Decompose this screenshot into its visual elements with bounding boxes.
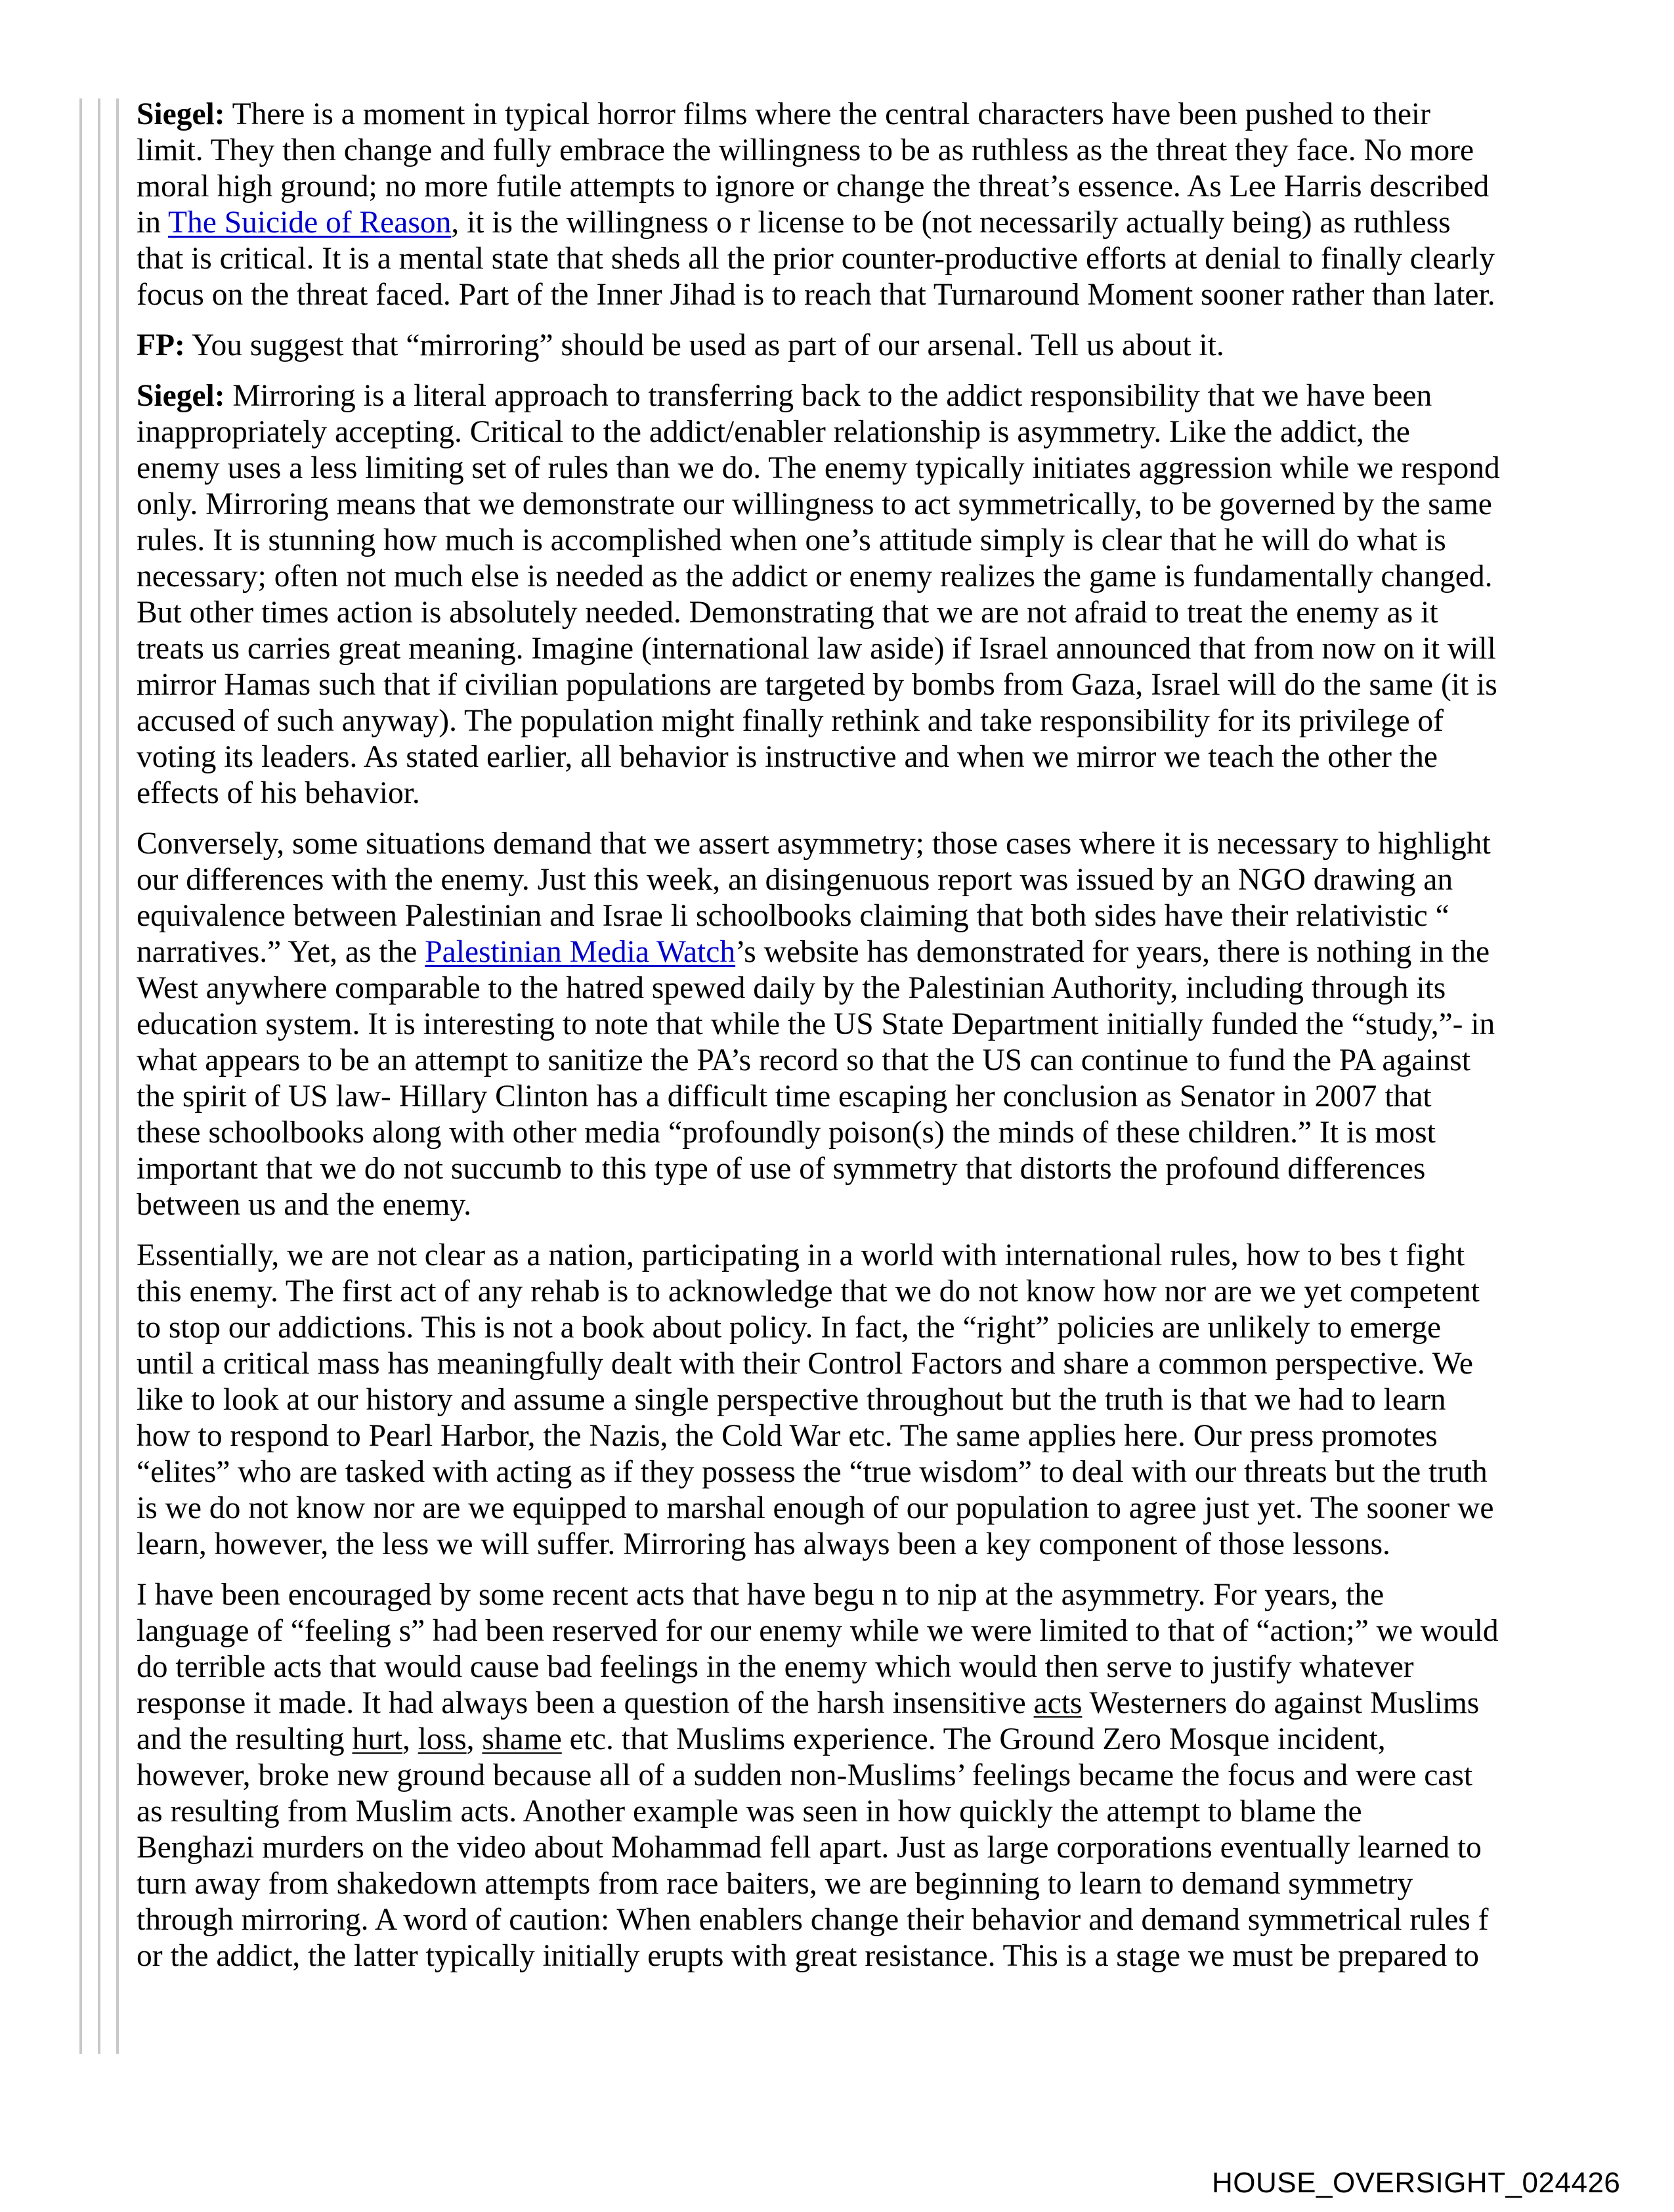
text-line: West anywhere comparable to the hatred spewed daily by the Palestinian Authority, including through its (137, 971, 1446, 1005)
text-line: how to respond to Pearl Harbor, the Nazis, the Cold War etc. The same applies here. Our press promotes (137, 1419, 1438, 1453)
text-line: through mirroring. A word of caution: When enablers change their behavior and demand symmetrical rules f (137, 1903, 1489, 1937)
margin-bar-1 (79, 98, 82, 2054)
underlined-word-shame: shame (482, 1722, 562, 1756)
text-line: But other times action is absolutely needed. Demonstrating that we are not afraid to treat the enemy as it (137, 596, 1438, 630)
text-span: response it made. It had always been a question of the harsh insensitive (137, 1686, 1034, 1720)
margin-bar-2 (98, 98, 100, 2054)
text-line: treats us carries great meaning. Imagine (international law aside) if Israel announced that from now on it will (137, 632, 1496, 666)
paragraph-fp-question (137, 328, 1581, 364)
text-span: Westerners do against Muslims (1082, 1686, 1480, 1720)
link-suicide-of-reason[interactable]: The Suicide of Reason (167, 206, 452, 240)
paragraph-essentially (137, 1238, 1581, 1563)
bates-number: HOUSE_OVERSIGHT_024426 (1212, 2167, 1621, 2199)
speaker-label: FP: (137, 328, 185, 362)
text-line: this enemy. The first act of any rehab is to acknowledge that we do not know how nor are we yet competent (137, 1274, 1480, 1309)
text-line: only. Mirroring means that we demonstrate our willingness to act symmetrically, to be governed by the same (137, 487, 1492, 521)
text-line: inappropriately accepting. Critical to the addict/enabler relationship is asymmetry. Like the addict, the (137, 415, 1410, 449)
text-line (137, 934, 1581, 970)
margin-bar-3 (116, 98, 119, 2054)
text-span: and the resulting (137, 1722, 353, 1756)
text-line: like to look at our history and assume a single perspective throughout but the truth is that we had to learn (137, 1383, 1446, 1417)
text-line (137, 1685, 1581, 1722)
text-line: voting its leaders. As stated earlier, all behavior is instructive and when we mirror we teach the other the (137, 740, 1438, 774)
text-line (137, 1722, 1581, 1758)
text-line: important that we do not succumb to this type of use of symmetry that distorts the profound differences (137, 1152, 1426, 1186)
text-line: “elites” who are tasked with acting as if they possess the “true wisdom” to deal with our threats but the truth (137, 1455, 1488, 1489)
underlined-word-hurt: hurt (352, 1722, 402, 1756)
text-line: the spirit of US law- Hillary Clinton has a difficult time escaping her conclusion as Senator in 2007 that (137, 1079, 1432, 1114)
paragraph-siegel-turnaround (137, 97, 1581, 313)
text-line: enemy uses a less limiting set of rules than we do. The enemy typically initiates aggression while we respond (137, 451, 1500, 485)
text-span: ’s website has demonstrated for years, there is nothing in the (735, 935, 1490, 969)
underlined-word-acts: acts (1033, 1686, 1083, 1720)
text-line: that is critical. It is a mental state that sheds all the prior counter-productive efforts at denial to finally clearly (137, 242, 1495, 276)
underlined-word-loss: loss (418, 1722, 467, 1756)
text-line: necessary; often not much else is needed as the addict or enemy realizes the game is fundamentally changed. (137, 559, 1493, 594)
text-line: what appears to be an attempt to sanitize the PA’s record so that the US can continue to fund the PA against (137, 1043, 1470, 1077)
text-line: rules. It is stunning how much is accomplished when one’s attitude simply is clear that he will do what is (137, 523, 1446, 557)
text-line: is we do not know nor are we equipped to marshal enough of our population to agree just yet. The sooner we (137, 1491, 1494, 1525)
text-line: between us and the enemy. (137, 1188, 471, 1222)
text-line: accused of such anyway). The population might finally rethink and take responsibility for its privilege of (137, 704, 1444, 738)
text-line: however, broke new ground because all of a sudden non-Muslims’ feelings became the focus and were cast (137, 1758, 1473, 1792)
text-line (137, 97, 1581, 133)
text-line: until a critical mass has meaningfully dealt with their Control Factors and share a common perspective. We (137, 1347, 1473, 1381)
link-palestinian-media-watch[interactable]: Palestinian Media Watch (425, 935, 736, 969)
document-body (137, 97, 1581, 1989)
text-line: learn, however, the less we will suffer. Mirroring has always been a key component of those lessons. (137, 1527, 1390, 1561)
paragraph-siegel-mirroring (137, 378, 1581, 812)
text-span: , (402, 1722, 418, 1756)
text-span: narratives.” Yet, as the (137, 935, 425, 969)
text-line: language of “feeling s” had been reserved for our enemy while we were limited to that of “action;” we would (137, 1614, 1499, 1648)
text-line: education system. It is interesting to note that while the US State Department initially funded the “study,”- in (137, 1007, 1495, 1041)
text-line: equivalence between Palestinian and Israe li schoolbooks claiming that both sides have their relativistic “ (137, 899, 1449, 933)
speaker-label: Siegel: (137, 97, 225, 131)
text-line (137, 378, 1581, 414)
text-line: mirror Hamas such that if civilian populations are targeted by bombs from Gaza, Israel will do the same (it is (137, 668, 1497, 702)
speaker-label: Siegel: (137, 379, 225, 413)
text-span: Mirroring is a literal approach to transferring back to the addict responsibility that we have been (225, 379, 1432, 413)
text-line: limit. They then change and fully embrace the willingness to be as ruthless as the threat they face. No more (137, 133, 1474, 167)
text-line (137, 205, 1581, 241)
text-line (137, 328, 1581, 364)
text-line: do terrible acts that would cause bad feelings in the enemy which would then serve to justify whatever (137, 1650, 1414, 1684)
text-line: turn away from shakedown attempts from race baiters, we are beginning to learn to demand symmetry (137, 1867, 1413, 1901)
text-span: , (466, 1722, 483, 1756)
text-line: these schoolbooks along with other media “profoundly poison(s) the minds of these children.” It is most (137, 1116, 1436, 1150)
text-line: focus on the threat faced. Part of the Inner Jihad is to reach that Turnaround Moment sooner rather than later. (137, 278, 1495, 312)
text-span: You suggest that “mirroring” should be used as part of our arsenal. Tell us about it. (184, 328, 1224, 362)
paragraph-conversely (137, 826, 1581, 1223)
text-span: , it is the willingness o r license to be (not necessarily actually being) as ruthless (451, 206, 1451, 240)
text-line: Conversely, some situations demand that we assert asymmetry; those cases where it is necessary to highlight (137, 827, 1491, 861)
text-line: moral high ground; no more futile attempts to ignore or change the threat’s essence. As Lee Harris described (137, 169, 1490, 204)
text-span: etc. that Muslims experience. The Ground Zero Mosque incident, (561, 1722, 1386, 1756)
text-line: or the addict, the latter typically initially erupts with great resistance. This is a stage we must be prepared to (137, 1939, 1479, 1973)
text-line: Essentially, we are not clear as a nation, participating in a world with international rules, how to bes t fight (137, 1238, 1465, 1272)
text-line: our differences with the enemy. Just this week, an disingenuous report was issued by an NGO drawing an (137, 863, 1453, 897)
text-span: in (137, 206, 168, 240)
text-line: as resulting from Muslim acts. Another example was seen in how quickly the attempt to blame the (137, 1794, 1362, 1829)
text-line: to stop our addictions. This is not a book about policy. In fact, the “right” policies are unlikely to emerge (137, 1311, 1442, 1345)
text-line: effects of his behavior. (137, 776, 420, 810)
text-line: I have been encouraged by some recent acts that have begu n to nip at the asymmetry. For years, the (137, 1578, 1384, 1612)
text-span: There is a moment in typical horror films where the central characters have been pushed to their (225, 97, 1430, 131)
text-line: Benghazi murders on the video about Mohammad fell apart. Just as large corporations eventually learned to (137, 1831, 1482, 1865)
paragraph-encouraged (137, 1577, 1581, 1974)
